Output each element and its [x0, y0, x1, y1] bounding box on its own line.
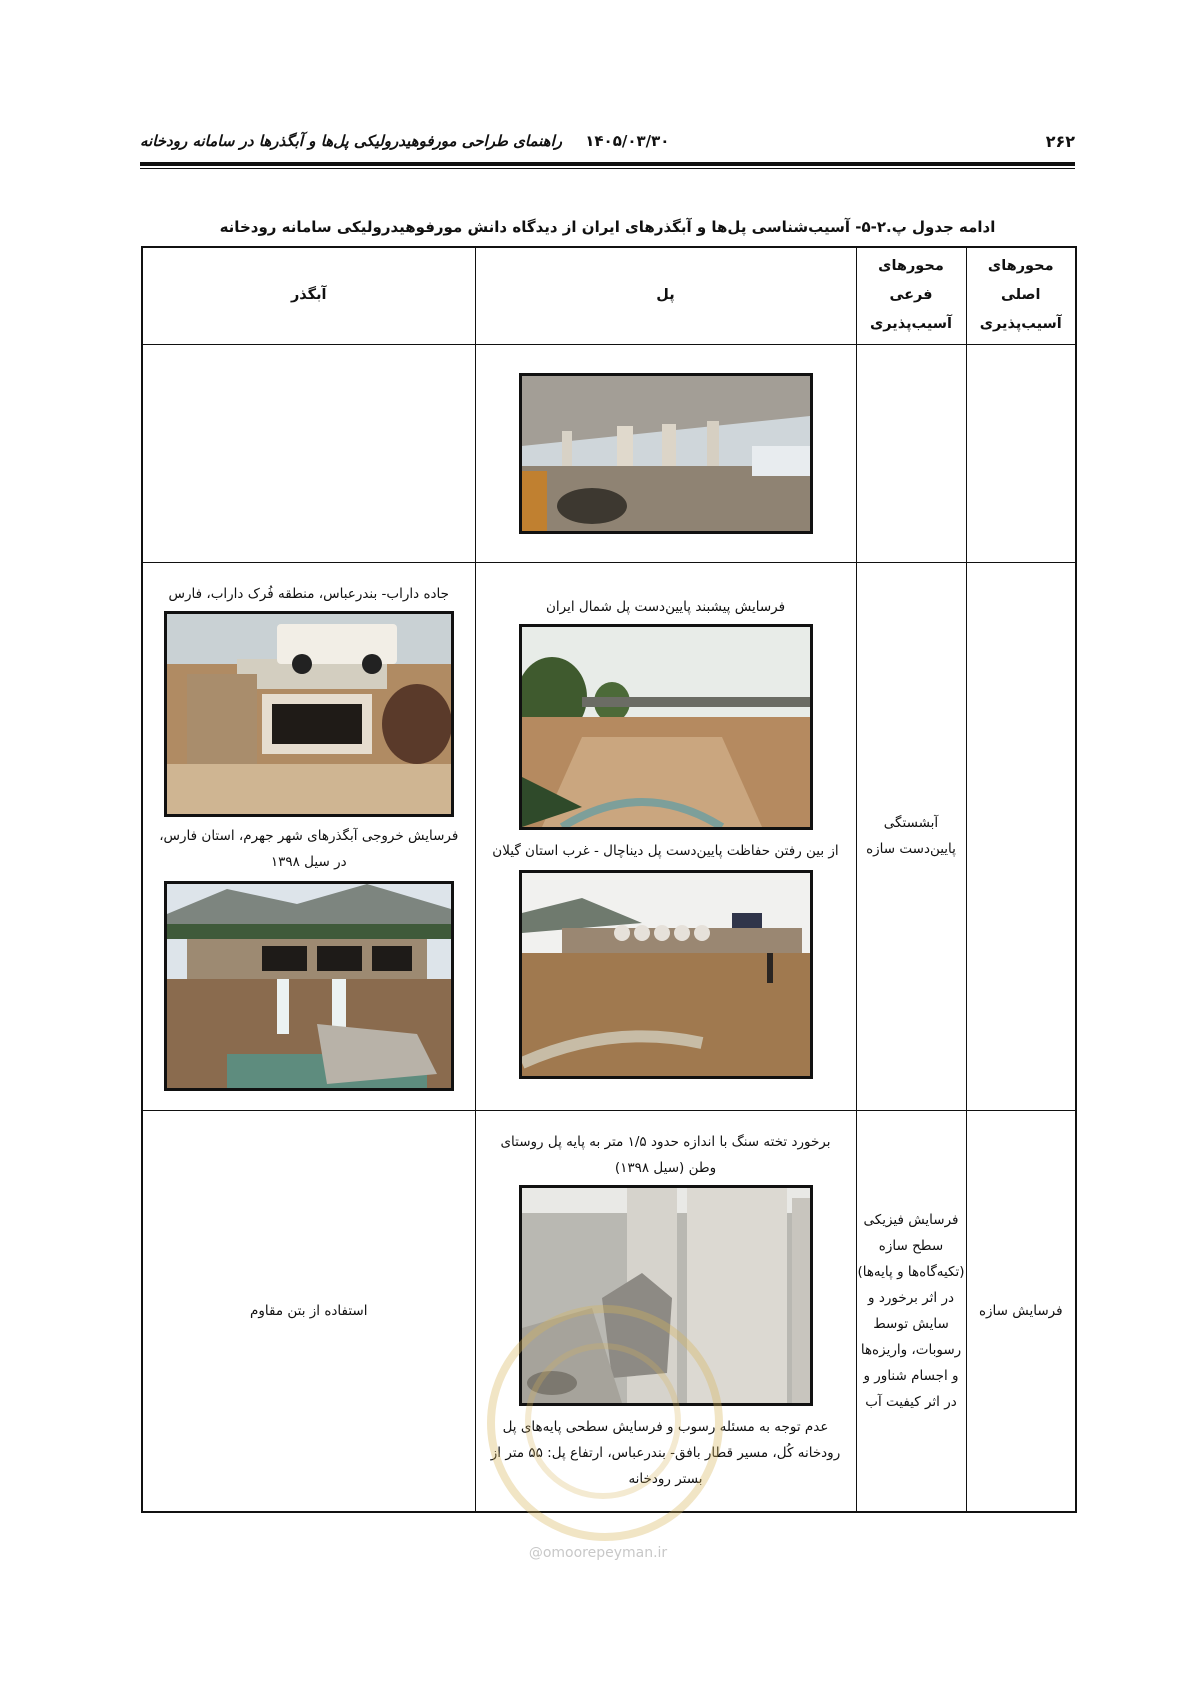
row2-sub-axis: آبشستگی پایین‌دست سازه [856, 562, 966, 1110]
row2-bridge [475, 562, 856, 1110]
header-rule [140, 162, 1075, 166]
page-number: ۲۶۲ [1045, 132, 1075, 151]
bridge-pier-impact-photo [519, 1185, 813, 1406]
running-title [140, 132, 669, 150]
row3-culvert: استفاده از بتن مقاوم [142, 1110, 475, 1512]
bridge-protection-loss-photo [519, 870, 813, 1079]
culvert-jahrom-photo [164, 881, 454, 1091]
culvert-darab-photo [164, 611, 454, 817]
row1-bridge [475, 344, 856, 562]
row3-sub-axis: فرسایش فیزیکی سطح سازه (تکیه‌گاه‌ها و پایه‌ها) در اثر برخورد و سایش توسط رسوبات، واریزه‌ها و اجسام شناور و در اثر کیفیت آب [856, 1110, 966, 1512]
running-title-text: راهنمای طراحی مورفوهیدرولیکی پل‌ها و آبگذرها در سامانه رودخانه [140, 132, 562, 150]
header-rule-thin [140, 168, 1075, 169]
culvert-caption-jahrom: فرسایش خروجی آبگذرهای شهر جهرم، استان فارس، در سیل ۱۳۹۸ [159, 828, 459, 870]
bridge-underside-photo [519, 373, 813, 534]
bridge-caption-boulder-impact: برخورد تخته سنگ با اندازه حدود ۱/۵ متر به پایه پل روستای وطن (سیل ۱۳۹۸) [500, 1134, 831, 1177]
row3-bridge [475, 1110, 856, 1512]
bridge-caption-kol-river: عدم توجه به مسئله رسوب و فرسایش سطحی پایه‌های پل رودخانه کُل، مسیر قطار بافق- بندرعباس، ارتفاع پل: ۵۵ متر از بستر رودخانه [490, 1419, 841, 1488]
damage-table [141, 246, 1077, 1513]
row2-main-axis [966, 562, 1076, 1110]
table-header-row [142, 247, 1076, 344]
row2-culvert [142, 562, 475, 1110]
table-row [142, 562, 1076, 1110]
row1-sub-axis [856, 344, 966, 562]
row1-main-axis [966, 344, 1076, 562]
page-header [140, 128, 1075, 158]
bridge-caption-protection-loss: از بین رفتن حفاظت پایین‌دست پل دیناچال - غرب استان گیلان [492, 842, 839, 859]
header-sub-axes: محورهای فرعی آسیب‌پذیری [856, 247, 966, 344]
table-row [142, 344, 1076, 562]
table-row [142, 1110, 1076, 1512]
header-main-axes: محورهای اصلی آسیب‌پذیری [966, 247, 1076, 344]
row1-culvert [142, 344, 475, 562]
table-caption: ادامه جدول پ.۲-۵- آسیب‌شناسی پل‌ها و آبگذرهای ایران از دیدگاه دانش مورفوهیدرولیکی سامانه رودخانه [219, 218, 996, 236]
bridge-apron-erosion-photo [519, 624, 813, 830]
row3-main-axis: فرسایش سازه [966, 1110, 1076, 1512]
watermark-url: @omoorepeyman.ir [528, 1545, 668, 1561]
header-bridge: پل [475, 247, 856, 344]
running-date: ۱۴۰۵/۰۳/۳۰ [585, 132, 670, 150]
header-culvert: آبگذر [142, 247, 475, 344]
bridge-caption-apron-erosion: فرسایش پیشبند پایین‌دست پل شمال ایران [545, 598, 786, 615]
culvert-caption-darab: جاده داراب- بندرعباس، منطقه فُرک داراب، فارس [168, 586, 449, 602]
